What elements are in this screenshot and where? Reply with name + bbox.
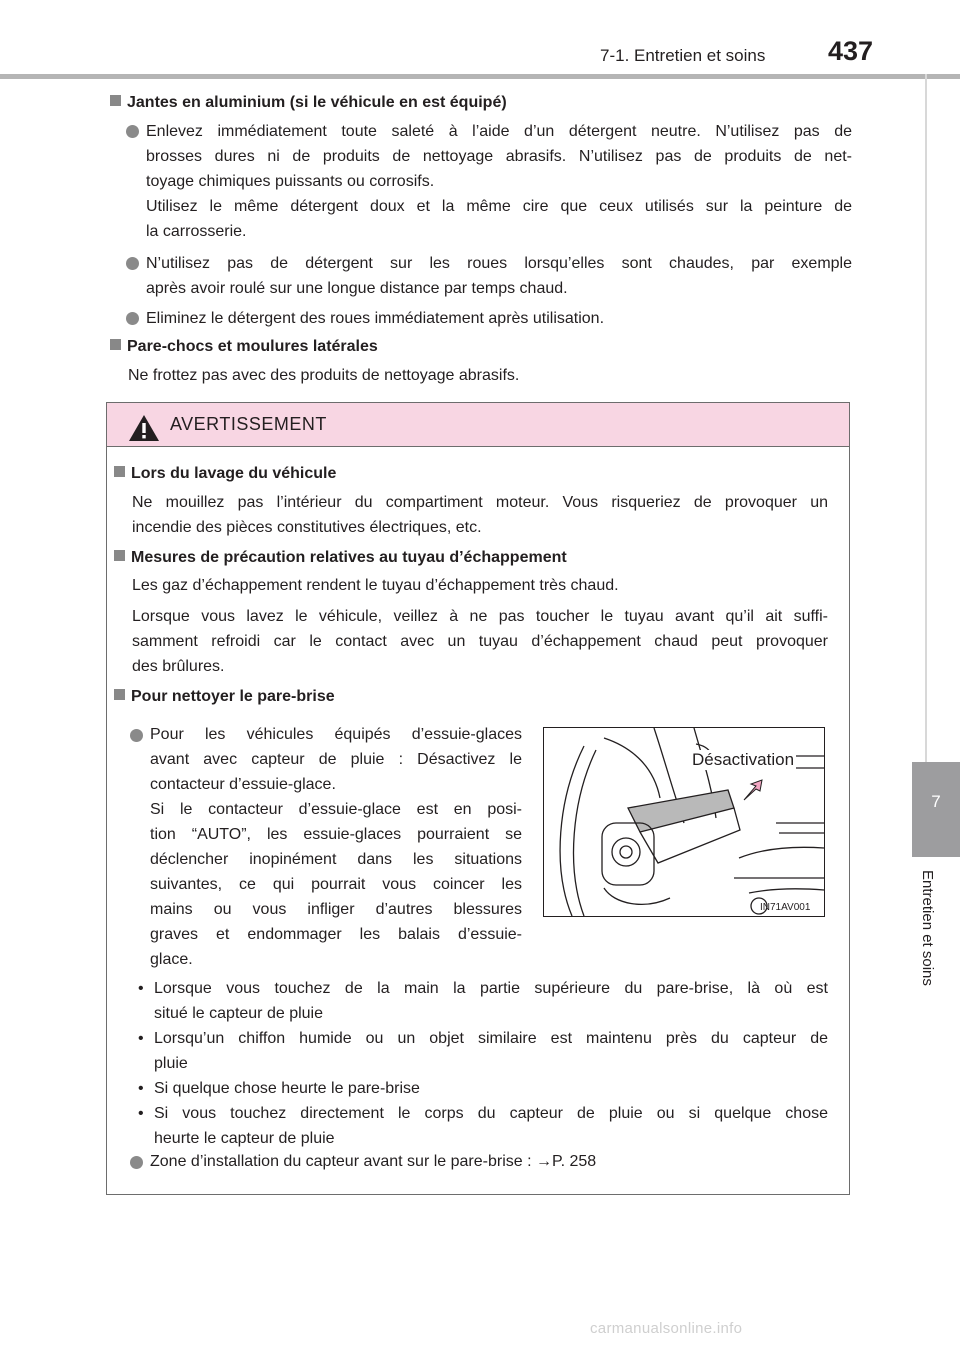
list-item [132,1026,828,1076]
echappement-text-1: Les gaz d’échappement rendent le tuyau d’échappement très chaud. [132,577,619,594]
list-item-line: Si quelque chose heurte le pare-brise [154,1080,420,1097]
bullet-mark: • [138,1105,144,1122]
square-bullet-icon [110,339,121,350]
text-line: Lorsque vous lavez le véhicule, veillez à ne pas toucher le tuyau avant qu’il ait suffi- [132,608,828,625]
text-line: avant avec capteur de pluie : Désactivez le [150,751,522,768]
text-line: Ne mouillez pas l’intérieur du compartiment moteur. Vous risqueriez de provoquer un [132,494,828,511]
square-bullet-icon [114,689,125,700]
text-line: N’utilisez pas de détergent sur les roues lorsqu’elles sont chaudes, par exemple [146,255,852,272]
side-rule [925,74,927,764]
illustration-label: Désactivation [692,750,795,769]
situations-list [132,976,828,1151]
list-item-line: Lorsqu’un chiffon humide ou un objet similaire est maintenu près du capteur de [154,1030,828,1047]
text-line: déclencher inopinément dans les situations [150,851,522,868]
text-line: brosses dures ni de produits de nettoyage abrasifs. N’utilisez pas de produits de net- [146,148,852,165]
text-line: glace. [150,951,193,968]
list-item-line: situé le capteur de pluie [154,1005,323,1022]
text-line: suivantes, ce qui pourrait vous coincer les [150,876,522,893]
square-bullet-icon [114,466,125,477]
jantes-bullet-2 [146,251,852,301]
text-line: Si le contacteur d’essuie-glace est en posi- [150,801,522,818]
list-item-line: pluie [154,1055,188,1072]
jantes-bullet-3: Eliminez le détergent des roues immédiatement après utilisation. [146,310,605,327]
lavage-heading [114,465,336,483]
header-rule [0,74,960,79]
text-line: après avoir roulé sur une longue distance par temps chaud. [146,280,568,297]
text-line: Pour les véhicules équipés d’essuie-glaces [150,726,522,743]
list-item [132,976,828,1026]
square-bullet-icon [114,550,125,561]
dot-bullet-icon [130,728,143,746]
page-number: 437 [828,36,874,66]
jantes-bullet-1 [146,119,852,244]
bullet-mark: • [138,1080,144,1097]
jantes-title: Jantes en aluminium (si le véhicule en est équipé) [127,94,507,111]
text-line: contacteur d’essuie-glace. [150,776,336,793]
lavage-text [132,490,828,540]
square-bullet-icon [110,95,121,106]
parechocs-heading [110,338,378,356]
text-line: samment refroidi car le contact avec un tuyau d’échappement chaud peut provoquer [132,633,828,650]
echappement-heading [114,549,567,567]
list-item-line: Lorsque vous touchez de la main la partie supérieure du pare-brise, là où est [154,980,828,997]
text-line: Utilisez le même détergent doux et la même cire que ceux utilisés sur la peinture de [146,198,852,215]
watermark: carmanualsonline.info [590,1320,743,1337]
text-line: graves et endommager les balais d’essuie- [150,926,522,943]
text-line: la carrosserie. [146,223,247,240]
capteur-zone-text: Zone d’installation du capteur avant sur le pare-brise : →P. 258 [150,1153,597,1170]
echappement-title: Mesures de précaution relatives au tuyau d’échappement [131,549,567,566]
dot-bullet-icon [126,124,139,142]
parebrise-heading [114,688,335,706]
warning-title: AVERTISSEMENT [170,414,327,434]
list-item-line: heurte le capteur de pluie [154,1130,335,1147]
chapter-label [920,870,938,1010]
text-line: incendie des pièces constitutives électriques, etc. [132,519,482,536]
bullet-mark: • [138,980,144,997]
text-line: des brûlures. [132,658,225,675]
text-line: Enlevez immédiatement toute saleté à l’aide d’un détergent neutre. N’utilisez pas de [146,123,852,140]
echappement-text-2 [132,604,828,679]
lavage-title: Lors du lavage du véhicule [131,465,337,482]
jantes-heading [110,94,507,112]
illustration-code: IN71AV001 [760,902,811,913]
dot-bullet-icon [126,256,139,274]
parebrise-title: Pour nettoyer le pare-brise [131,688,335,705]
warning-triangle-icon [128,414,160,442]
bullet-mark: • [138,1030,144,1047]
section-title: 7-1. Entretien et soins [600,46,766,65]
text-line: toyage chimiques puissants ou corrosifs. [146,173,435,190]
chapter-number: 7 [931,792,941,811]
text-line: mains ou vous infliger d’autres blessures [150,901,522,918]
list-item [132,1101,828,1151]
parebrise-bullet-text [150,722,522,972]
dot-bullet-icon [130,1155,143,1173]
parechocs-title: Pare-chocs et moulures latérales [127,338,378,355]
parechocs-text: Ne frottez pas avec des produits de nettoyage abrasifs. [128,367,520,384]
chapter-label-text: Entretien et soins [919,870,936,986]
list-item-line: Si vous touchez directement le corps du capteur de pluie ou si quelque chose [154,1105,828,1122]
list-item [132,1076,828,1101]
text-line: tion “AUTO”, les essuie-glaces pourraient se [150,826,522,843]
dot-bullet-icon [126,311,139,329]
